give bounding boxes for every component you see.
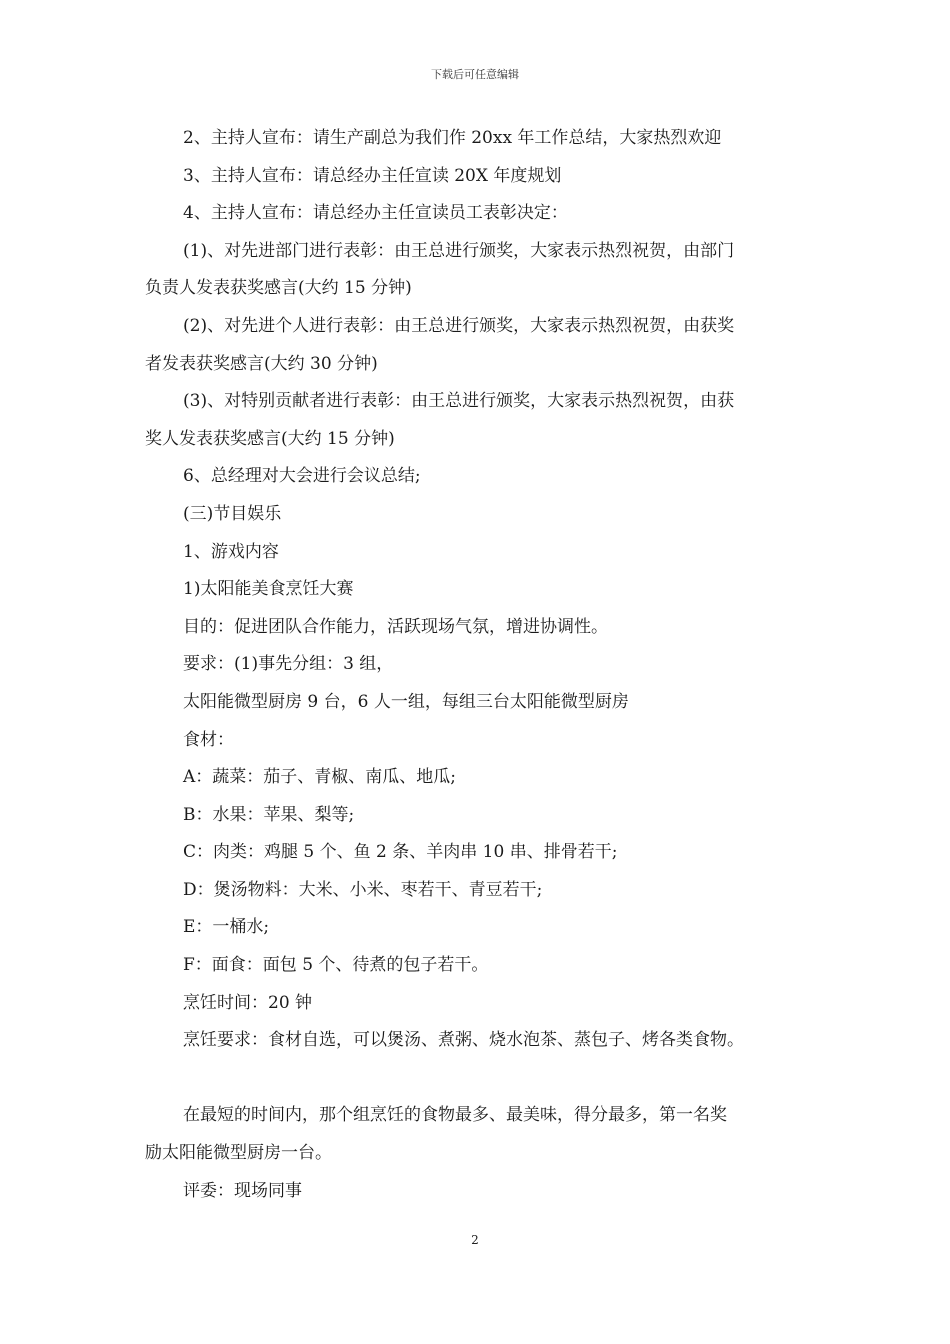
paragraph: 要求：(1)事先分组：3 组， bbox=[183, 654, 394, 675]
section-heading: (三)节目娱乐 bbox=[183, 503, 282, 524]
blank-line bbox=[145, 1060, 825, 1098]
paragraph: 4、主持人宣布：请总经办主任宣读员工表彰决定： bbox=[183, 203, 568, 224]
paragraph-continuation: 者发表获奖感言(大约 30 分钟) bbox=[145, 353, 378, 374]
subsection-heading: 1、游戏内容 bbox=[183, 541, 279, 562]
page-header: 下载后可任意编辑 bbox=[431, 68, 519, 81]
list-item: A：蔬菜：茄子、青椒、南瓜、地瓜; bbox=[183, 767, 457, 788]
paragraph: 3、主持人宣布：请总经办主任宣读 20X 年度规划 bbox=[183, 165, 562, 186]
document-body bbox=[145, 120, 825, 1210]
paragraph: 2、主持人宣布：请生产副总为我们作 20xx 年工作总结，大家热烈欢迎 bbox=[183, 128, 722, 148]
list-item: B：水果：苹果、梨等; bbox=[183, 804, 355, 825]
paragraph: 食材： bbox=[183, 729, 234, 750]
paragraph: 目的：促进团队合作能力，活跃现场气氛，增进协调性。 bbox=[183, 616, 608, 637]
paragraph: (1)、对先进部门进行表彰：由王总进行颁奖，大家表示热烈祝贺，由部门 bbox=[183, 240, 735, 261]
paragraph: (2)、对先进个人进行表彰：由王总进行颁奖，大家表示热烈祝贺，由获奖 bbox=[183, 315, 735, 336]
page-number: 2 bbox=[471, 1233, 479, 1247]
paragraph: 烹饪时间：20 钟 bbox=[183, 992, 313, 1013]
paragraph: 烹饪要求：食材自选，可以煲汤、煮粥、烧水泡茶、蒸包子、烤各类食物。 bbox=[183, 1030, 744, 1051]
paragraph: 6、总经理对大会进行会议总结; bbox=[183, 466, 421, 487]
paragraph: 在最短的时间内，那个组烹饪的食物最多、最美味，得分最多，第一名奖 bbox=[183, 1105, 727, 1126]
list-item: F：面食：面包 5 个、待煮的包子若干。 bbox=[183, 955, 489, 976]
list-item: C：肉类：鸡腿 5 个、鱼 2 条、羊肉串 10 串、排骨若干; bbox=[183, 842, 618, 863]
paragraph: 太阳能微型厨房 9 台，6 人一组，每组三台太阳能微型厨房 bbox=[183, 691, 629, 712]
paragraph: 评委：现场同事 bbox=[183, 1180, 302, 1201]
paragraph-continuation: 励太阳能微型厨房一台。 bbox=[145, 1143, 332, 1164]
paragraph-continuation: 负责人发表获奖感言(大约 15 分钟) bbox=[145, 278, 412, 299]
list-item: D：煲汤物料：大米、小米、枣若干、青豆若干; bbox=[183, 879, 543, 900]
paragraph: (3)、对特别贡献者进行表彰：由王总进行颁奖，大家表示热烈祝贺，由获 bbox=[183, 391, 735, 412]
list-item: E：一桶水; bbox=[183, 917, 270, 938]
item-heading: 1)太阳能美食烹饪大赛 bbox=[183, 579, 354, 600]
paragraph-continuation: 奖人发表获奖感言(大约 15 分钟) bbox=[145, 428, 395, 449]
